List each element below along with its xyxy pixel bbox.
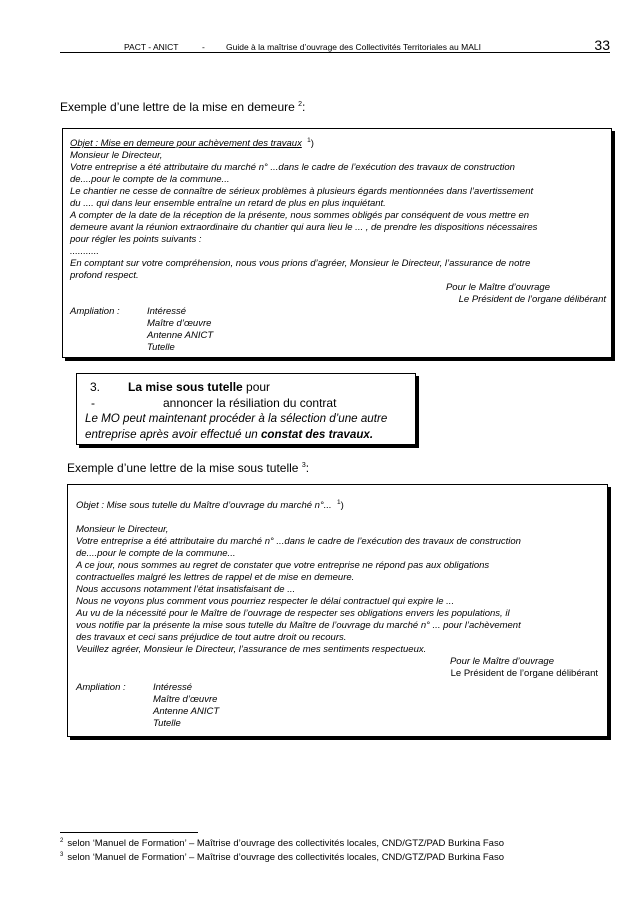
letter-line: Veuillez agréer, Monsieur le Directeur, l’assurance de mes sentiments respectueux. [76, 644, 427, 655]
signature-line-1: Pour le Maître d’ouvrage [445, 282, 550, 293]
letter-line: ........... [70, 246, 100, 257]
ampliation-label: Ampliation : [76, 682, 126, 693]
footnote-ref: 3 [301, 462, 306, 469]
ampliation-block [76, 682, 602, 730]
callout-note-line-1: Le MO peut maintenant procéder à la sélection d’une autre [85, 412, 388, 425]
letter-line: Nous ne voyons plus comment vous pourriez respecter le délai contractuel qui expire le ... [76, 596, 455, 607]
callout-subitem: - annoncer la résiliation du contrat [91, 396, 337, 410]
callout-mise-sous-tutelle [76, 373, 416, 445]
letter-line: des travaux et ceci sans préjudice de tout autre droit ou recours. [76, 632, 347, 643]
letter-line: Nous accusons notamment l’état insatisfaisant de ... [76, 584, 296, 595]
section-heading-mise-sous-tutelle: Exemple d’une lettre de la mise sous tutelle $^3$: [67, 461, 310, 475]
letter-mise-sous-tutelle [67, 484, 608, 737]
letter-line: Votre entreprise a été attributaire du marché n° ...dans le cadre de l’exécution des travaux de construction [70, 162, 515, 173]
ampliation-item: Antenne ANICT [153, 706, 220, 717]
letter-mise-en-demeure [62, 128, 612, 358]
section-heading-mise-en-demeure: Exemple d’une lettre de la mise en demeure $^2$: [60, 100, 306, 114]
letter-line: Monsieur le Directeur, [76, 524, 169, 535]
letter-line: de....pour le compte de la commune... [70, 174, 230, 185]
ampliation-label: Ampliation : [70, 306, 120, 317]
ampliation-item: Maître d’œuvre [153, 694, 218, 705]
signature-line-1: Pour le Maître d’ouvrage [449, 656, 554, 667]
letter-line: vous notifie par la présente la mise sous tutelle du Maître de l’ouvrage du marché n° ... pour l’achèvement [76, 620, 521, 631]
letter-line: Au vu de la nécessité pour le Maître de l’ouvrage de respecter ses obligations envers les populations, il [76, 608, 510, 619]
header-separator: - [202, 42, 205, 52]
letter-line: A ce jour, nous sommes au regret de constater que votre entreprise ne répond pas aux obligations [76, 560, 490, 571]
letter-line: du .... qui dans leur ensemble entraîne un retard de plus en plus inquiétant. [70, 198, 386, 209]
ampliation-item: Intéressé [147, 306, 187, 317]
ampliation-item: Intéressé [153, 682, 193, 693]
footnote-3: $^3$ selon ‘Manuel de Formation’ – Maîtrise d’ouvrage des collectivités locales, CND/GTZ/PAD Burkina Faso [60, 852, 504, 863]
ampliation-item: Antenne ANICT [147, 330, 214, 341]
letter-line: pour régler les points suivants : [70, 234, 202, 245]
page-number: 33 [594, 37, 610, 53]
page-header [0, 0, 638, 60]
letter-line: Votre entreprise a été attributaire du marché n° ...dans le cadre de l’exécution des travaux de construction [76, 536, 521, 547]
letter-line: Le chantier ne cesse de connaître de sérieux problèmes à plusieurs égards mentionnées dans l’avertissement [70, 186, 534, 197]
footnote-rule [60, 832, 198, 833]
letter-line: En comptant sur votre compréhension, nous vous prions d’agréer, Monsieur le Directeur, l’assurance de notre [70, 258, 531, 269]
letter-line: demeure avant la réunion extraordinaire du chantier qui aura lieu le ... , de prendre les dispositions nécessaires [70, 222, 538, 233]
letter-object: Objet : Mise sous tutelle du Maître d’ouvrage du marché n°... $^1$) [76, 499, 344, 511]
letter-line: contractuelles malgré les lettres de rappel et de mise en demeure. [76, 572, 355, 583]
ampliation-item: Tutelle [153, 718, 181, 729]
ampliation-item: Maître d’œuvre [147, 318, 212, 329]
ampliation-item: Tutelle [147, 342, 175, 353]
header-rule [60, 52, 610, 53]
letter-line: A compter de la date de la réception de la présente, nous sommes obligés par conséquent de vous mettre en [70, 210, 530, 221]
footnote-2: $^2$ selon ‘Manuel de Formation’ – Maîtrise d’ouvrage des collectivités locales, CND/GTZ/PAD Burkina Faso [60, 838, 504, 849]
footnote-ref: 2 [298, 101, 303, 108]
signature-line-2: Le Président de l’organe délibérant [458, 294, 606, 305]
callout-title: 3. La mise sous tutelle pour [90, 380, 271, 394]
letter-line: profond respect. [70, 270, 139, 281]
signature-line-2: Le Président de l’organe délibérant [450, 668, 598, 679]
ampliation-block [70, 306, 606, 354]
header-org: PACT - ANICT [124, 42, 179, 52]
callout-note-line-2: entreprise après avoir effectué un constat des travaux. [85, 428, 374, 441]
letter-line: Monsieur le Directeur, [70, 150, 163, 161]
header-title: Guide à la maîtrise d’ouvrage des Collectivités Territoriales au MALI [226, 42, 481, 52]
letter-object: Objet : Mise en demeure pour achèvement des travaux $^1$) [70, 137, 314, 149]
letter-line: de....pour le compte de la commune... [76, 548, 236, 559]
